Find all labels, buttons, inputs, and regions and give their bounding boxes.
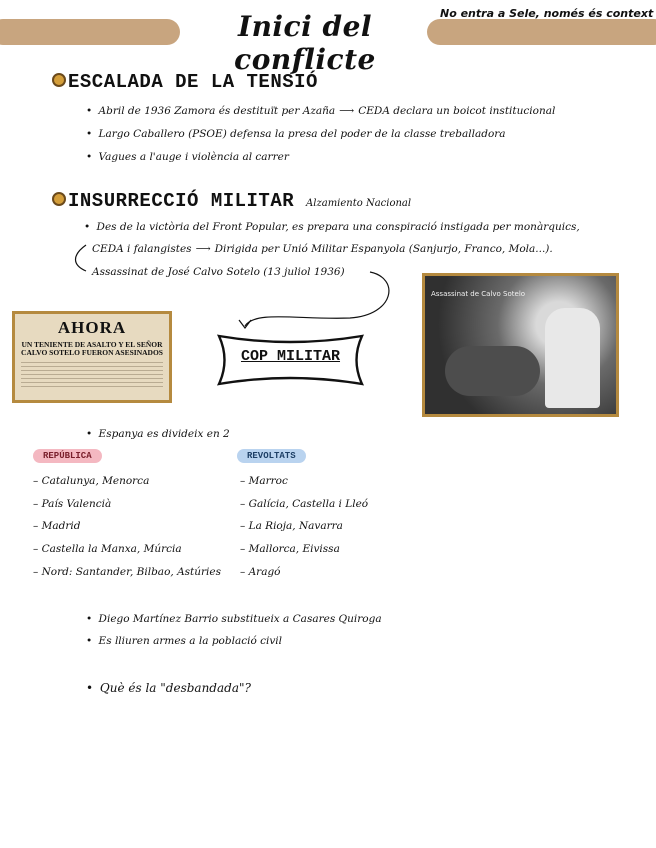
header-tagline: No entra a Sele, només és context [440, 7, 654, 20]
section-title-escalada: ESCALADA DE LA TENSIÓ [68, 71, 318, 93]
republica-item: – País Valencià [33, 498, 111, 510]
republica-item: – Catalunya, Menorca [33, 475, 149, 487]
after-question [86, 681, 251, 695]
after-question-text: Què és la "desbandada"? [99, 681, 251, 695]
escalada-bullet-2-text: Largo Caballero (PSOE) defensa la presa del poder de la classe treballadora [98, 128, 506, 140]
after-bullet-2 [86, 635, 282, 647]
insurreccio-line-2a: CEDA i falangistes [92, 243, 192, 255]
page-title: Inici del conflicte [234, 10, 376, 76]
escalada-bullet-3-text: Vagues a l'auge i violència al carrer [98, 151, 289, 163]
newspaper-clipping [12, 311, 172, 403]
revoltats-item: – Mallorca, Eivissa [240, 543, 340, 555]
curve-arrow-to-cop [245, 272, 389, 326]
photo-figure-body [445, 346, 540, 396]
republica-item: – Castella la Manxa, Múrcia [33, 543, 182, 555]
revoltats-item: – La Rioja, Navarra [240, 520, 343, 532]
insurreccio-line-1-text: Des de la victòria del Front Popular, es prepara una conspiració instigada per monàrquics, [96, 221, 580, 233]
republica-item: – Nord: Santander, Bilbao, Astúries [33, 566, 221, 578]
after-bullet-1 [86, 613, 382, 625]
insurreccio-title: INSURRECCIÓ MILITAR [68, 190, 295, 212]
after-bullet-1-text: Diego Martínez Barrio substitueix a Casares Quiroga [98, 613, 382, 625]
revoltats-badge: REVOLTATS [237, 449, 306, 463]
insurreccio-line-3-text: Assassinat de José Calvo Sotelo (13 juliol 1936) [92, 266, 345, 278]
newspaper-masthead: AHORA [57, 318, 127, 337]
revoltats-item: – Aragó [240, 566, 281, 578]
photo-figure-doctor [545, 308, 600, 408]
escalada-bullet-1-result: CEDA declara un boicot institucional [358, 105, 556, 117]
division-intro-text: Espanya es divideix en 2 [98, 428, 230, 440]
insurreccio-subtitle: Alzamiento Nacional [306, 198, 412, 209]
republica-item: – Madrid [33, 520, 80, 532]
newspaper-headline: UN TENIENTE DE ASALTO Y EL SEÑOR CALVO SOTELO FUERON ASESINADOS [21, 340, 163, 358]
after-bullet-2-text: Es lliuren armes a la població civil [98, 635, 283, 647]
photo-caption: Assassinat de Calvo Sotelo [431, 290, 526, 298]
revoltats-item: – Galícia, Castella i Lleó [240, 498, 368, 510]
division-intro [86, 428, 230, 440]
insurreccio-line-2b: Dirigida per Unió Militar Espanyola (Sanjurjo, Franco, Mola...). [214, 243, 553, 255]
escalada-bullet-1-text: Abril de 1936 Zamora és destituït per Azaña [98, 105, 336, 117]
photo-calvo-sotelo [422, 273, 619, 417]
arrow-right-icon: ⟶ [339, 105, 355, 117]
revoltats-item: – Marroc [240, 475, 288, 487]
newspaper-text-lines [21, 362, 163, 390]
arrow-right-icon: ⟶ [195, 243, 211, 255]
republica-badge: REPÚBLICA [33, 449, 102, 463]
cop-militar-label: COP MILITAR [240, 348, 341, 365]
curve-arrow-left [76, 245, 87, 271]
